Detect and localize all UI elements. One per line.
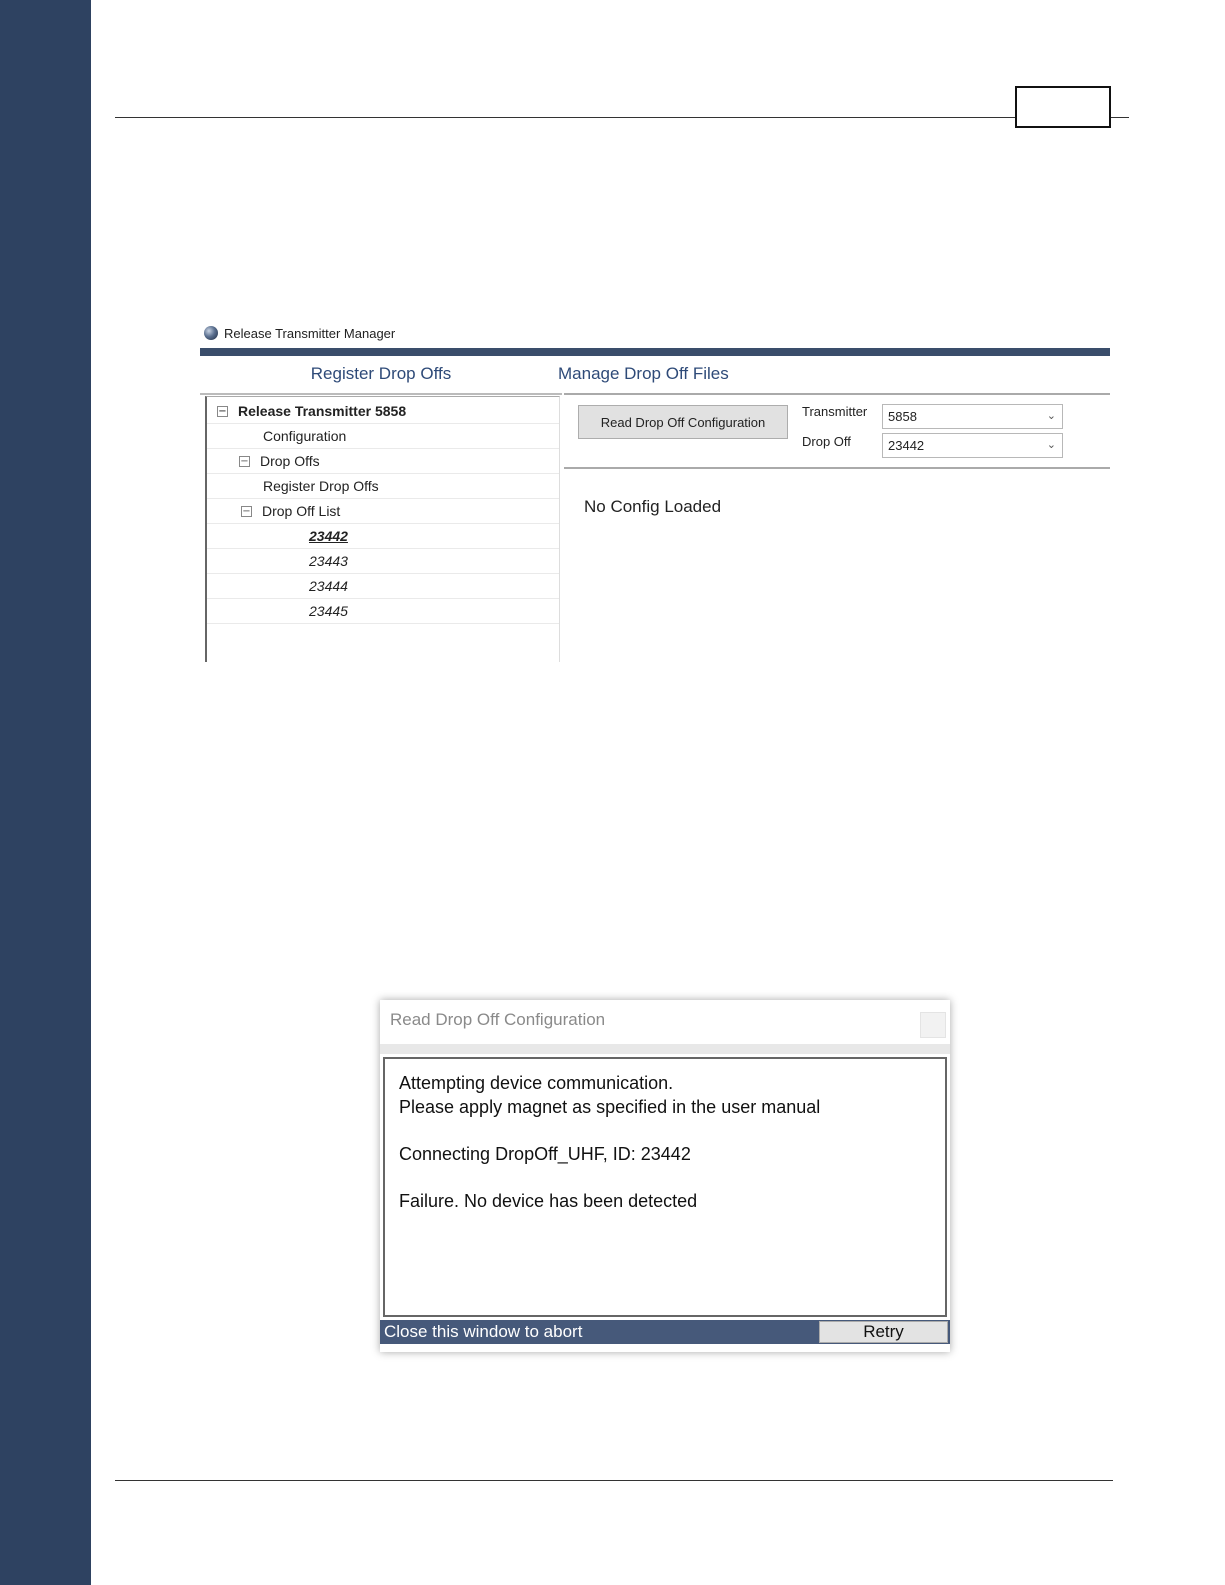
left-panel-divider (200, 393, 562, 395)
transmitter-value: 5858 (888, 409, 917, 424)
dialog-message-box (383, 1057, 947, 1317)
globe-icon (204, 326, 218, 340)
drop-off-label: Drop Off (802, 434, 851, 449)
abort-hint-text: Close this window to abort (384, 1322, 583, 1341)
tree-item[interactable] (207, 424, 559, 449)
window-title-bar (204, 323, 395, 343)
tree-item-label: 23442 (309, 528, 348, 544)
collapse-icon[interactable]: − (242, 505, 251, 517)
dialog-status-bar (380, 1320, 950, 1344)
collapse-icon[interactable]: − (240, 455, 249, 467)
header-rule (115, 117, 1129, 118)
tree-item-label: Drop Off List (262, 503, 341, 519)
tree-item[interactable] (207, 549, 559, 574)
footer-rule (115, 1480, 1113, 1481)
tree-item[interactable] (207, 474, 559, 499)
title-accent-bar (200, 348, 1110, 356)
tree-item[interactable] (207, 399, 559, 424)
retry-button[interactable]: Retry (819, 1321, 948, 1343)
tree-item-label: Register Drop Offs (263, 478, 379, 494)
drop-off-select[interactable] (882, 433, 1063, 458)
message-line: Attempting device communication. (399, 1073, 674, 1093)
window-title: Release Transmitter Manager (224, 325, 396, 341)
close-button[interactable] (920, 1012, 946, 1038)
side-band (0, 0, 91, 1585)
message-line: Failure. No device has been detected (399, 1191, 698, 1211)
register-drop-offs-panel (200, 356, 562, 662)
page-number-box (1015, 86, 1111, 128)
read-drop-off-configuration-dialog (380, 1000, 950, 1352)
message-line: Please apply magnet as specified in the user manual (399, 1097, 821, 1117)
message-line: Connecting DropOff_UHF, ID: 23442 (399, 1144, 691, 1164)
dialog-separator (380, 1044, 950, 1054)
transmitter-label: Transmitter (802, 404, 868, 419)
config-status-text: No Config Loaded (584, 497, 722, 516)
tree-item[interactable] (207, 599, 559, 624)
tree-item-label: Release Transmitter 5858 (238, 403, 407, 419)
right-panel-divider-top (564, 393, 1110, 395)
read-drop-off-configuration-button[interactable]: Read Drop Off Configuration (578, 405, 788, 439)
tree-item-label: Drop Offs (260, 453, 320, 469)
collapse-icon[interactable]: − (218, 405, 227, 417)
left-panel-header: Register Drop Offs (310, 364, 452, 383)
tree-item-label: Configuration (263, 428, 347, 444)
dialog-title: Read Drop Off Configuration (390, 1010, 606, 1029)
right-panel-divider-bottom (564, 467, 1110, 469)
tree-item[interactable] (207, 574, 559, 599)
tree-item[interactable] (207, 449, 559, 474)
tree-item-label: 23443 (309, 553, 348, 569)
release-transmitter-manager-window (200, 318, 1110, 662)
chevron-down-icon: ⌄ (1046, 438, 1056, 451)
tree-item-label: 23445 (309, 603, 348, 619)
chevron-down-icon: ⌄ (1046, 409, 1056, 422)
drop-off-value: 23442 (888, 438, 925, 453)
tree-item[interactable] (207, 499, 559, 524)
tree-item[interactable] (207, 524, 559, 549)
manage-drop-off-files-panel (558, 356, 1110, 662)
right-panel-header: Manage Drop Off Files (558, 364, 729, 383)
tree-item-label: 23444 (309, 578, 348, 594)
drop-off-tree[interactable] (205, 396, 560, 662)
transmitter-select[interactable] (882, 404, 1063, 429)
